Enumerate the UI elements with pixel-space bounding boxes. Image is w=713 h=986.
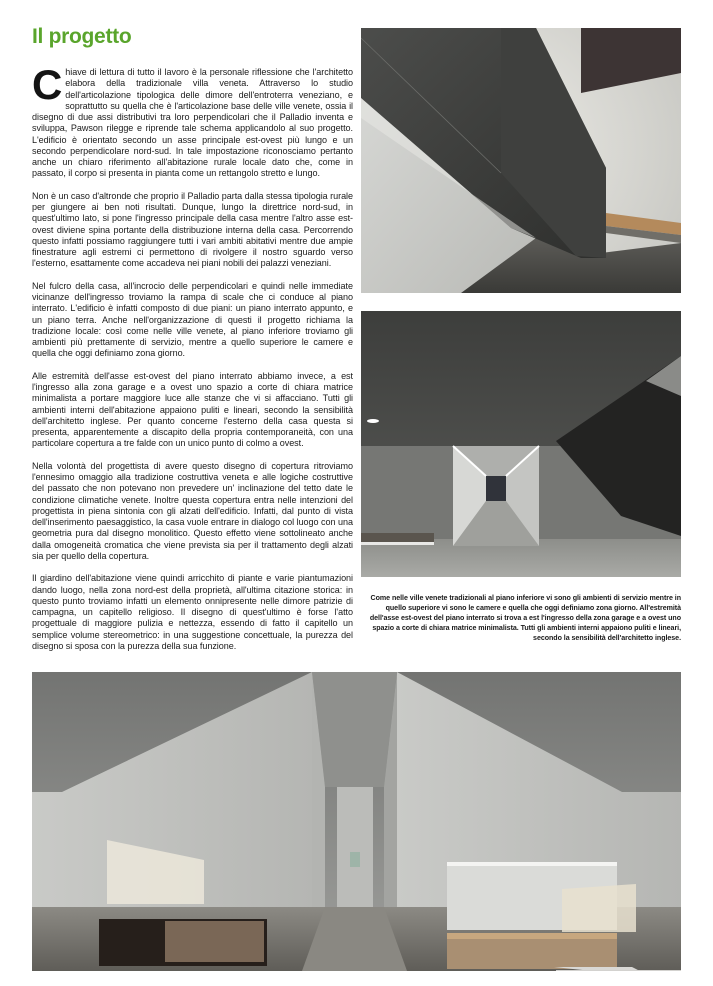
corridor-illustration [361,311,681,577]
photo-living-room [32,672,681,971]
paragraph-3: Nel fulcro della casa, all'incrocio delle perpendicolari e quindi nelle immediate vicinanze dell'ingresso troviamo la rampa di scale che ci conduce al piano interrato. L'edificio è infatti composto di due piani: un piano interrato appunto, e un piano terra. Anche nell'organizzazione di questi il progetto richiama la tradizione locale: così come nelle ville venete, al piano inferiore troviamo gli ambienti più prettamente di servizio, mentre a quello superiore le camere e quella che oggi definiamo zona giorno. [32,280,353,359]
paragraph-4: Alle estremità dell'asse est-ovest del piano interrato abbiamo invece, a est l'ingresso alla zona garage e a ovest uno spazio a corte di chiara matrice minimalista a portare maggiore luce alle stanze che vi si affacciano. Tutti gli ambienti interni dell'abitazione appaiono puliti e lineari, secondo la sensibilità dell'architetto inglese. Per quanto concerne l'esterno della casa questa si presenta, apparentemente a discapito della propria contemporaneità, con una particolare copertura a tre falde con un unico punto di colmo a ovest. [32,370,353,449]
paragraph-2: Non è un caso d'altronde che proprio il Palladio parta dalla stessa tipologia rurale per giungere ai ben noti risultati. Dunque, lungo la direttrice nord-sud, in quest'ultimo lato, si pone l'ingresso principale della casa mentre l'altro asse est-ovest diviene spina portante della distribuzione interna della casa. Percorrendo questo infatti possiamo raggiungere tutti i vari ambiti abitativi mentre due ampie finestrature agli estremi ci permettono di rivolgere il nostro sguardo verso l'esterno, esattamente come accadeva nei piani nobili dei palazzi veneziani. [32,190,353,269]
photo-staircase [361,28,681,293]
drop-cap: C [32,61,63,108]
staircase-illustration [361,28,681,293]
article-title: Il progetto [32,25,132,48]
paragraph-6: Il giardino dell'abitazione viene quindi arricchito di piante e varie piantumazioni dando luogo, nella zona nord-est della proprietà, all'ultima citazione storica: in questo punto troviamo infatti un elemento onnipresente nelle dimore patrizie di campagna, un capitello religioso. Il disegno di quest'ultimo è forse l'atto progettuale di maggiore pulizia e nettezza, essendo di fatto il capitello un semplice volume stereometrico: in una suggestione concettuale, la purezza del disegno si sposa con la purezza della sua funzione. [32,573,353,651]
paragraph-5: Nella volontà del progettista di avere questo disegno di copertura ritroviamo l'ennesimo omaggio alla tradizione costruttiva veneta e alle logiche costruttive del passato che non potevano non prevedere un' inclinazione del tetto date le condizione climatiche venete. Inoltre questa copertura entra nelle intenzioni del progettista in piena sintonia con gli alzati dell'edificio. Infatti, dal punto di vista dell'inserimento paesaggistico, la casa vuole entrare in dialogo col luogo con una geometria pura dal disegno monolitico. Questo effetto viene sottolineato anche dalla omogeneità cromatica che viene prevista sia per il trattamento degli alzati sia per quello della copertura. [32,460,353,561]
article-body [32,61,353,664]
photo-caption: Come nelle ville venete tradizionali al piano inferiore vi sono gli ambienti di servizio mentre in quello superiore vi sono le camere e quella che oggi definiamo zona giorno. All'estremità dell'asse est-ovest del piano interrato si trova a est l'ingresso della zona garage e a ovest uno spazio a corte di chiara matrice minimalista. Tutti gli ambienti interni appaiono puliti e lineari, secondo la sensibilità dell'architetto inglese. [369,594,681,643]
photo-corridor [361,311,681,577]
paragraph-1-text: hiave di lettura di tutto il lavoro è la personale riflessione che l'architetto elabora della tradizionale villa veneta. Attraverso lo studio dell'articolazione tipologica delle dimore dell'entroterra veneziano, e soprattutto su quella che è l'articolazione base delle ville venete, ossia il disegno di due assi distributivi tra loro perpendicolari che il Palladio inventa e sviluppa, Pawson rilegge e riprende tale schema applicandolo al suo progetto. L'edificio è orientato secondo un asse principale est-ovest più lungo e un secondo perpendicolare nord-sud. In tale impostazione riconosciamo pertanto anche un chiaro riferimento all'abitazione rurale locale dato che, come in passato, il corpo si presenta in pianta come un rettangolo stretto e lungo. [32,67,353,179]
paragraph-1 [32,61,353,180]
living-room-illustration [32,672,681,971]
